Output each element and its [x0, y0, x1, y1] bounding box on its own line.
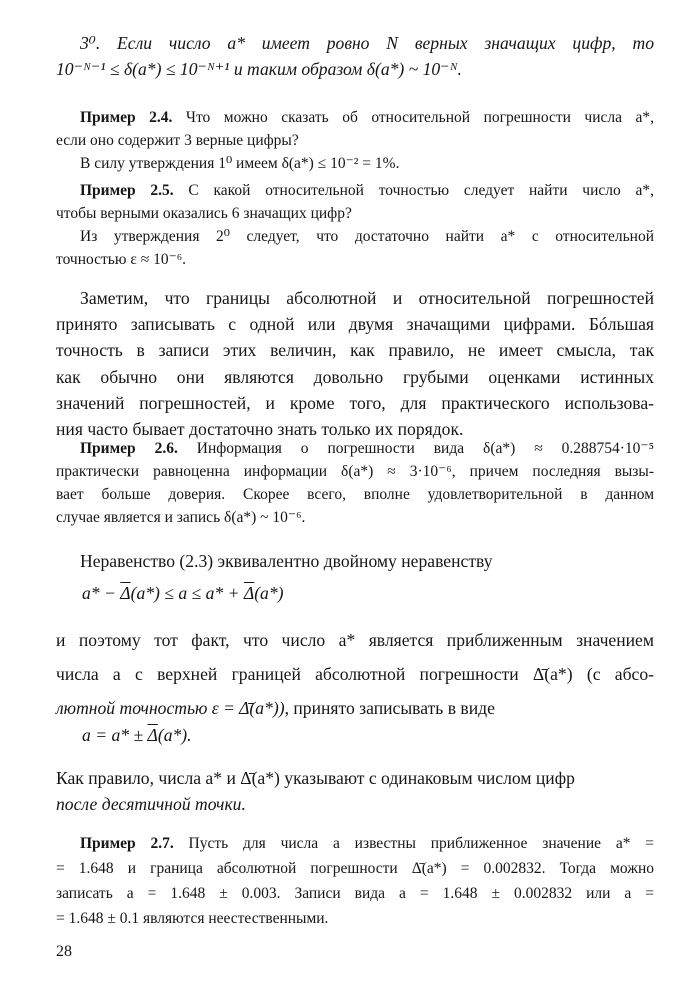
- paragraph-notation-line-2: числа a с верхней границей абсолютной погрешности Δ̄(a*) (с абсо-: [56, 664, 654, 684]
- paragraph-bounds-line-2: принято записывать с одной или двумя значащими цифрами. Бóльшая: [56, 314, 654, 335]
- example-2-7-line-2: = 1.648 и граница абсолютной погрешности Δ̄(a*) = 0.002832. Тогда можно: [56, 860, 654, 877]
- paragraph-bounds-line-3: точность в записи этих величин, как правило, не имеет смысла, так: [56, 340, 654, 361]
- formula-plus-minus: [82, 722, 192, 748]
- paragraph-rule-line-1: Как правило, числа a* и Δ̄(a*) указывают с одинаковым числом цифр: [56, 768, 575, 788]
- paragraph-bounds-line-4: как обычно они являются довольно грубыми оценками истинных: [56, 366, 654, 387]
- paragraph-notation-suffix: , принято записывать в виде: [284, 698, 495, 718]
- page-number: 28: [56, 943, 72, 960]
- formula1-delta-2: $\overline{\Delta}$: [243, 583, 255, 603]
- example-2-4-answer: В силу утверждения 1⁰ имеем δ(a*) ≤ 10⁻² = 1%.: [80, 155, 400, 172]
- formula2-delta: $\overline{\Delta}$: [147, 725, 158, 745]
- paragraph-notation-line-3: [56, 691, 654, 725]
- example-2-5: [56, 179, 654, 271]
- example-2-5-answer-line-1: Из утверждения 2⁰ следует, что достаточно найти a* с относительной: [80, 228, 654, 245]
- example-2-6-line-1: Пример 2.6. Информация о погрешности вида δ(a*) ≈ 0.288754·10⁻⁵: [80, 440, 654, 457]
- example-2-4: [56, 106, 654, 175]
- example-2-6-line-2: практически равноценна информации δ(a*) ≈ 3·10⁻⁶, причем последняя вызы-: [56, 463, 654, 480]
- example-2-6: [56, 437, 654, 529]
- inequality-text-line: Неравенство (2.3) эквивалентно двойному неравенству: [80, 551, 493, 571]
- inequality-text: [56, 548, 654, 574]
- example-2-7-line-4: = 1.648 ± 0.1 являются неестественными.: [56, 910, 329, 927]
- paragraph-rule-line-2: после десятичной точки.: [56, 794, 246, 815]
- example-2-5-question-line-1: Пример 2.5. С какой относительной точностью следует найти число a*,: [80, 182, 655, 199]
- formula-double-inequality: [82, 580, 284, 606]
- example-2-6-line-4: случае является и запись δ(a*) ~ 10⁻⁶.: [56, 509, 306, 526]
- paragraph-notation-line-1: и поэтому тот факт, что число a* является приближенным значением: [56, 630, 654, 650]
- paragraph-bounds: [56, 285, 654, 442]
- example-2-5-title: Пример 2.5.: [80, 182, 174, 199]
- example-2-4-question-line-2: если оно содержит 3 верные цифры?: [56, 132, 299, 149]
- example-2-4-title: Пример 2.4.: [80, 109, 173, 126]
- statement-3: [56, 30, 654, 82]
- paragraph-notation-term: лютной точностью ε = Δ̄(a*)): [56, 698, 285, 718]
- paragraph-bounds-line-5: значений погрешностей, и кроме того, для практического использова-: [56, 392, 654, 413]
- formula1-mid: (a*) ≤ a ≤ a* +: [130, 583, 244, 603]
- example-2-6-title: Пример 2.6.: [80, 440, 178, 457]
- paragraph-rule: [56, 765, 654, 817]
- formula2-right: (a*).: [157, 725, 192, 745]
- formula2-left: a = a* ±: [82, 725, 148, 745]
- example-2-6-line-3: вает больше доверия. Скорее всего, вполне удовлетворительной в данном: [56, 486, 654, 503]
- formula1-left: a* −: [82, 583, 121, 603]
- statement-3-line-2: 10⁻ᴺ⁻¹ ≤ δ(a*) ≤ 10⁻ᴺ⁺¹ и таким образом δ(a*) ~ 10⁻ᴺ.: [56, 59, 462, 80]
- example-2-7-title: Пример 2.7.: [80, 835, 174, 852]
- formula1-right: (a*): [254, 583, 284, 603]
- paragraph-bounds-line-1: Заметим, что границы абсолютной и относительной погрешностей: [80, 288, 654, 308]
- paragraph-bounds-line-6: ния часто бывает достаточно знать только их порядок.: [56, 419, 464, 440]
- example-2-4-question-line-1: Пример 2.4. Что можно сказать об относительной погрешности числа a*,: [80, 109, 654, 126]
- example-2-5-question-line-2: чтобы верными оказались 6 значащих цифр?: [56, 205, 352, 222]
- example-2-7-line-1: Пример 2.7. Пусть для числа a известны приближенное значение a* =: [80, 835, 654, 852]
- paragraph-notation: [56, 623, 654, 725]
- formula1-delta-1: $\overline{\Delta}$: [120, 583, 131, 603]
- statement-3-line-1: 3⁰. Если число a* имеет ровно N верных значащих цифр, то: [80, 33, 654, 53]
- example-2-7-line-3: записать a = 1.648 ± 0.003. Записи вида a = 1.648 ± 0.002832 или a =: [56, 885, 654, 902]
- example-2-5-answer-line-2: точностью ε ≈ 10⁻⁶.: [56, 251, 187, 268]
- example-2-7: [56, 831, 654, 931]
